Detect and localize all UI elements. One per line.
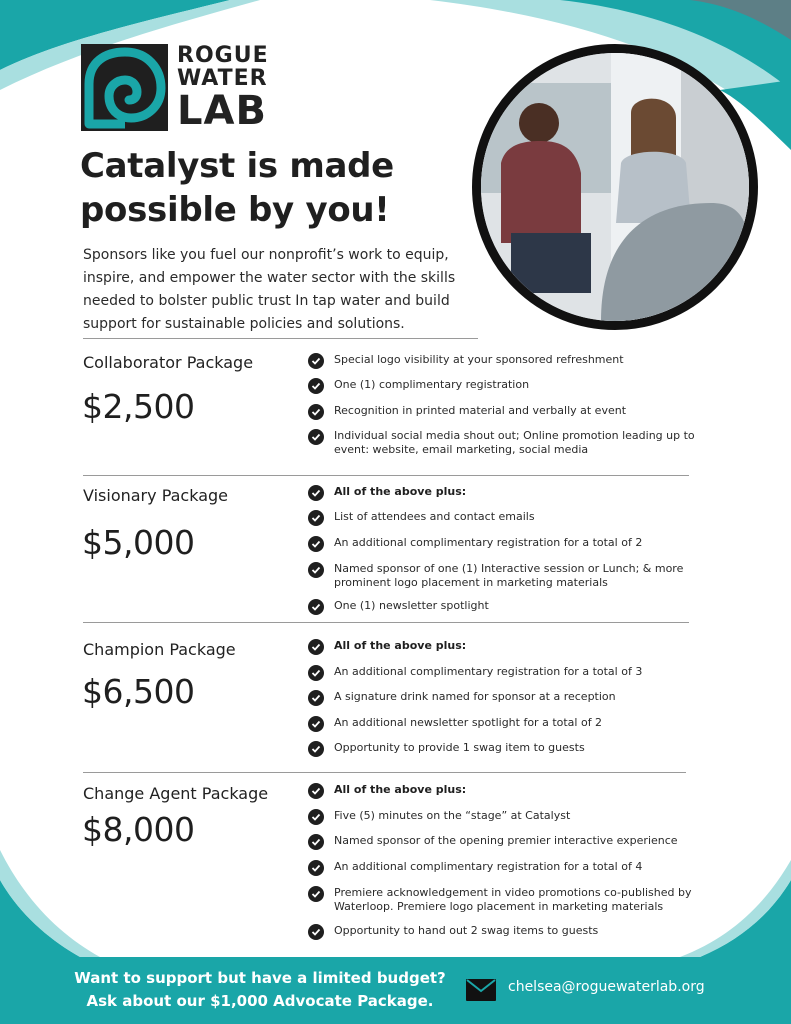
package-price-collaborator: $2,500 <box>82 387 195 426</box>
check-circle-icon <box>308 716 324 732</box>
item-text: An additional complimentary registration for a total of 3 <box>334 665 643 678</box>
footer-line-2: Ask about our $1,000 Advocate Package. <box>86 992 434 1010</box>
check-circle-icon <box>308 741 324 757</box>
divider-top <box>83 338 478 339</box>
item-text: One (1) complimentary registration <box>334 378 530 391</box>
check-circle-icon <box>308 886 324 902</box>
package-price-champion: $6,500 <box>82 672 195 711</box>
check-circle-icon <box>308 783 324 799</box>
item-text: An additional complimentary registration for a total of 2 <box>334 536 643 549</box>
divider-1 <box>83 475 689 476</box>
check-circle-icon <box>308 429 324 445</box>
check-circle-icon <box>308 404 324 420</box>
item-text: Named sponsor of the opening premier interactive experience <box>334 834 678 847</box>
logo-wordmark <box>177 44 269 132</box>
item-text: Five (5) minutes on the “stage” at Catalyst <box>334 809 571 822</box>
item-text: Opportunity to hand out 2 swag items to guests <box>334 924 599 937</box>
item-text: A signature drink named for sponsor at a reception <box>334 690 616 703</box>
divider-2 <box>83 622 689 623</box>
check-circle-icon <box>308 562 324 578</box>
footer-banner <box>0 957 791 1024</box>
item-text: All of the above plus: <box>334 783 467 796</box>
item-text: All of the above plus: <box>334 485 467 498</box>
item-text: Named sponsor of one (1) Interactive session or Lunch; & more prominent logo placement in marketing materials <box>334 562 684 589</box>
package-price-change-agent: $8,000 <box>82 810 195 849</box>
photo-illustration <box>481 53 749 321</box>
page-title: Catalyst is made possible by you! <box>80 146 394 230</box>
package-name-collaborator: Collaborator Package <box>83 353 254 372</box>
logo-line-3: LAB <box>177 88 267 134</box>
check-circle-icon <box>308 353 324 369</box>
item-text: Opportunity to provide 1 swag item to guests <box>334 741 585 754</box>
photo-people-meeting <box>472 44 758 330</box>
item-text: Special logo visibility at your sponsored refreshment <box>334 353 624 366</box>
check-circle-icon <box>308 510 324 526</box>
package-price-visionary: $5,000 <box>82 523 195 562</box>
contact-email-link[interactable]: chelsea@roguewaterlab.org <box>508 979 705 995</box>
item-text: Premiere acknowledgement in video promotions co-published by Waterloop. Premiere logo placement in marketing materials <box>334 886 692 913</box>
check-circle-icon <box>308 860 324 876</box>
logo-line-1: ROGUE <box>177 43 269 68</box>
check-circle-icon <box>308 485 324 501</box>
logo <box>81 44 281 132</box>
footer-message <box>60 967 460 1013</box>
item-text: Recognition in printed material and verbally at event <box>334 404 627 417</box>
check-circle-icon <box>308 665 324 681</box>
logo-line-2: WATER <box>177 66 268 91</box>
item-text: An additional complimentary registration for a total of 4 <box>334 860 643 873</box>
check-circle-icon <box>308 599 324 615</box>
check-circle-icon <box>308 536 324 552</box>
item-text: An additional newsletter spotlight for a total of 2 <box>334 716 603 729</box>
footer-line-1: Want to support but have a limited budget? <box>74 969 446 987</box>
package-name-champion: Champion Package <box>83 640 236 659</box>
check-circle-icon <box>308 378 324 394</box>
package-name-visionary: Visionary Package <box>83 486 229 505</box>
divider-3 <box>83 772 686 773</box>
check-circle-icon <box>308 690 324 706</box>
check-circle-icon <box>308 924 324 940</box>
item-text: All of the above plus: <box>334 639 467 652</box>
logo-spiral-icon <box>81 44 168 131</box>
item-text: List of attendees and contact emails <box>334 510 535 523</box>
check-circle-icon <box>308 809 324 825</box>
check-circle-icon <box>308 639 324 655</box>
intro-paragraph: Sponsors like you fuel our nonprofit’s work to equip, inspire, and empower the water sector with the skills needed to bolster public trust In tap water and build support for sustainable policies and solutions. <box>83 247 456 332</box>
item-text: One (1) newsletter spotlight <box>334 599 489 612</box>
item-text: Individual social media shout out; Online promotion leading up to event: website, email marketing, social media <box>334 429 695 456</box>
package-name-change-agent: Change Agent Package <box>83 784 269 803</box>
mail-icon <box>466 979 496 1001</box>
check-circle-icon <box>308 834 324 850</box>
